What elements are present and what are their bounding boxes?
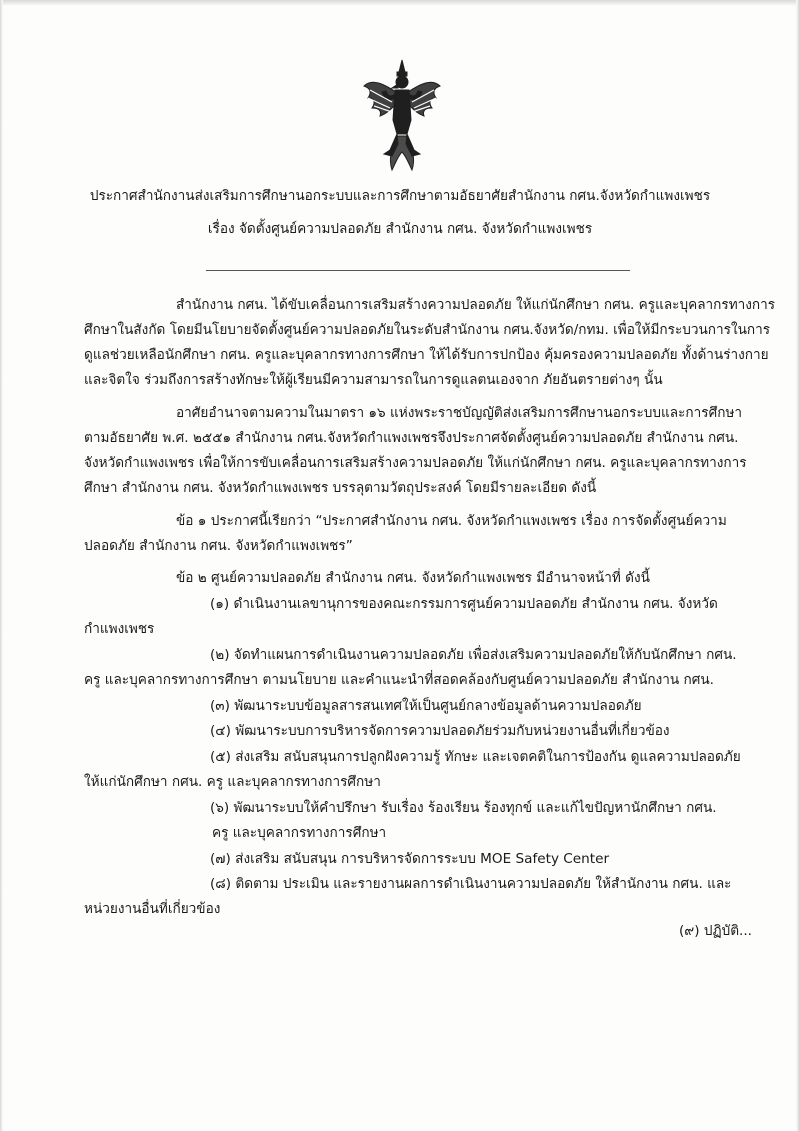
- paragraph-1-line-3: ดูแลช่วยเหลือนักศึกษา กศน. ครูและบุคลากรทางการศึกษา ให้ได้รับการปกป้อง คุ้มครองความปลอดภัย ทั้งด้านร่างกาย: [84, 347, 769, 363]
- paragraph-2-line-1: อาศัยอำนาจตามความในมาตรา ๑๖ แห่งพระราชบัญญัติส่งเสริมการศึกษานอกระบบและการศึกษา: [176, 405, 743, 421]
- paragraph-1-line-4: และจิตใจ ร่วมถึงการสร้างทักษะให้ผู้เรียนมีความสามารถในการดูแลตนเองจาก ภัยอันตรายต่างๆ นั้น: [84, 372, 663, 388]
- continued-marker: (๙) ปฏิบัติ...: [678, 923, 752, 939]
- scan-edge-left: [0, 0, 3, 1131]
- paragraph-2-line-2: ตามอัธยาศัย พ.ศ. ๒๕๕๑ สำนักงาน กศน.จังหวัดกำแพงเพชรจึงประกาศจัดตั้งศูนย์ความปลอดภัย สำนักงาน กศน.: [84, 430, 739, 446]
- duty-item-2-cont: ครู และบุคลากรทางการศึกษา ตามนโยบาย และคำแนะนำที่สอดคล้องกับศูนย์ความปลอดภัย สำนักงาน กศน.: [84, 672, 714, 688]
- duty-item-3: (๓) พัฒนาระบบข้อมูลสารสนเทศให้เป็นศูนย์กลางข้อมูลด้านความปลอดภัย: [210, 698, 642, 714]
- duty-item-8-cont: หน่วยงานอื่นที่เกี่ยวข้อง: [84, 901, 221, 917]
- duty-item-8: (๘) ติดตาม ประเมิน และรายงานผลการดำเนินงานความปลอดภัย ให้สำนักงาน กศน. และ: [210, 876, 732, 892]
- duty-item-2: (๒) จัดทำแผนการดำเนินงานความปลอดภัย เพื่อส่งเสริมความปลอดภัยให้กับนักศึกษา กศน.: [210, 647, 737, 663]
- duty-item-1: (๑) ดำเนินงานเลขานุการของคณะกรรมการศูนย์ความปลอดภัย สำนักงาน กศน. จังหวัด: [210, 596, 718, 612]
- scan-edge-top: [0, 0, 800, 6]
- clause-1-line-1: ข้อ ๑ ประกาศนี้เรียกว่า “ประกาศสำนักงาน กศน. จังหวัดกำแพงเพชร เรื่อง การจัดตั้งศูนย์ความ: [176, 513, 727, 529]
- paragraph-1-line-1: สำนักงาน กศน. ได้ขับเคลื่อนการเสริมสร้างความปลอดภัย ให้แก่นักศึกษา กศน. ครูและบุคลากรทางการ: [176, 297, 776, 313]
- duty-item-1-cont: กำแพงเพชร: [84, 621, 155, 637]
- scan-edge-right: [796, 0, 800, 1131]
- clause-2-intro: ข้อ ๒ ศูนย์ความปลอดภัย สำนักงาน กศน. จังหวัดกำแพงเพชร มีอำนาจหน้าที่ ดังนี้: [176, 570, 650, 586]
- paragraph-2-line-4: ศึกษา สำนักงาน กศน. จังหวัดกำแพงเพชร บรรลุตามวัตถุประสงค์ โดยมีรายละเอียด ดังนี้: [84, 480, 597, 496]
- announcement-subject: เรื่อง จัดตั้งศูนย์ความปลอดภัย สำนักงาน กศน. จังหวัดกำแพงเพชร: [207, 221, 593, 237]
- duty-item-6: (๖) พัฒนาระบบให้คำปรึกษา รับเรื่อง ร้องเรียน ร้องทุกข์ และแก้ไขปัญหานักศึกษา กศน.: [210, 800, 717, 816]
- announcement-title: ประกาศสำนักงานส่งเสริมการศึกษานอกระบบและการศึกษาตามอัธยาศัยสำนักงาน กศน.จังหวัดกำแพงเพชร: [89, 188, 711, 204]
- duty-item-5-cont: ให้แก่นักศึกษา กศน. ครู และบุคลากรทางการศึกษา: [84, 774, 381, 790]
- duty-item-4: (๔) พัฒนาระบบการบริหารจัดการความปลอดภัยร่วมกับหน่วยงานอื่นที่เกี่ยวข้อง: [210, 723, 670, 739]
- title-divider: [206, 270, 630, 271]
- duty-item-7: (๗) ส่งเสริม สนับสนุน การบริหารจัดการระบบ MOE Safety Center: [210, 851, 610, 867]
- duty-item-6-cont: ครู และบุคลากรทางการศึกษา: [212, 825, 387, 841]
- paragraph-1-line-2: ศึกษาในสังกัด โดยมีนโยบายจัดตั้งศูนย์ความปลอดภัยในระดับสำนักงาน กศน.จังหวัด/กทม. เพื่อให้มีกระบวนการในการ: [84, 322, 771, 338]
- duty-item-5: (๕) ส่งเสริม สนับสนุนการปลูกฝังความรู้ ทักษะ และเจตคติในการป้องกัน ดูแลความปลอดภัย: [210, 749, 741, 765]
- clause-1-line-2: ปลอดภัย สำนักงาน กศน. จังหวัดกำแพงเพชร”: [84, 538, 353, 554]
- garuda-emblem-icon: [362, 58, 442, 178]
- paragraph-2-line-3: จังหวัดกำแพงเพชร เพื่อให้การขับเคลื่อนการเสริมสร้างความปลอดภัย ให้แก่นักศึกษา กศน. ครูและบุคลากรทางการ: [84, 455, 747, 471]
